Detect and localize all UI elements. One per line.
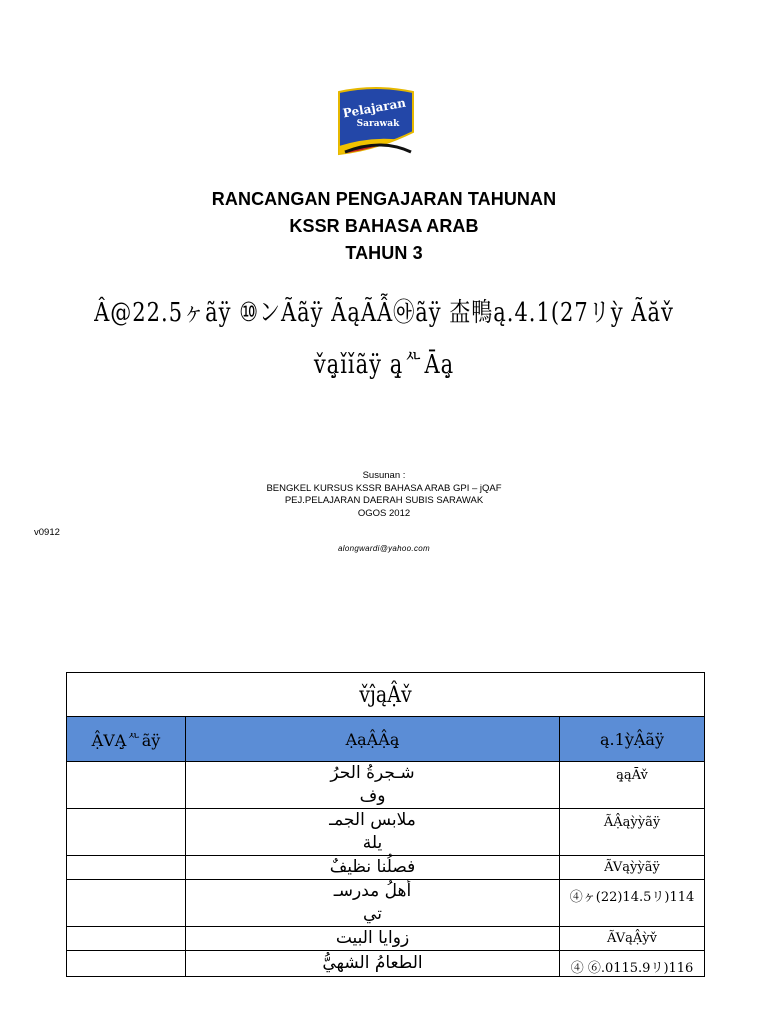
- table-row: [67, 927, 705, 951]
- row-week-cell: ④ヶ(22)14.5リ)114: [560, 880, 705, 927]
- topic-line: ملابس الجمـ: [329, 810, 416, 830]
- row-empty-cell: [67, 809, 186, 856]
- credits-office: PEJ.PELAJARAN DAERAH SUBIS SARAWAK: [284, 495, 484, 507]
- row-empty-cell: [67, 880, 186, 927]
- header-right: ą.1ỳẬãÿ: [560, 717, 705, 762]
- row-empty-cell: [67, 951, 186, 977]
- title-line-1: RANCANGAN PENGAJARAN TAHUNAN: [211, 189, 557, 209]
- topic-line: وف: [359, 786, 386, 806]
- table-caption: [67, 668, 705, 721]
- garbled-title-line-2: v̌ạ̧ǐǐãÿ ą̧ᄮĀạ̧: [313, 349, 455, 380]
- table-header-row: [67, 717, 705, 762]
- topic-line: تي: [363, 904, 382, 924]
- title-line-2: KSSR BAHASA ARAB: [289, 216, 479, 236]
- table-body: [67, 762, 705, 977]
- table-row: [67, 856, 705, 880]
- credits-block: [0, 470, 768, 520]
- row-topic-cell: [186, 856, 560, 880]
- document-title: [0, 186, 768, 267]
- row-topic-cell: [186, 809, 560, 856]
- row-topic-cell: [186, 880, 560, 927]
- title-line-3: TAHUN 3: [345, 243, 423, 263]
- credits-workshop: BENGKEL KURSUS KSSR BAHASA ARAB GPI – jQAF: [266, 482, 502, 494]
- row-week-cell: ÃẬąỳỳãÿ: [560, 809, 705, 856]
- table-caption-text: v̌ĵąẬv̌: [359, 681, 412, 708]
- row-topic-cell: [186, 951, 560, 977]
- row-empty-cell: [67, 856, 186, 880]
- row-week-cell: ÃVąẬỳv̌: [560, 927, 705, 951]
- row-week-cell: ÃVąỳỳãÿ: [560, 856, 705, 880]
- row-week-cell: ④ ⑥.0115.9リ)116: [560, 951, 705, 977]
- header-left: ẬVẠ̧ᄮãÿ: [67, 717, 186, 762]
- row-empty-cell: [67, 762, 186, 809]
- garbled-title-line-1: Â@22.5ヶãÿ ⑩ンÃãÿ ÃąÃẪ㉵ãÿ 㭗鴨ą.4.1(27リỳ Ãăv̌: [94, 297, 674, 328]
- credits-heading: Susunan :: [362, 470, 406, 481]
- logo-word-sarawak: Sarawak: [356, 119, 400, 129]
- topic-line: الطعامُ الشهيُّ: [322, 953, 423, 973]
- row-topic-cell: [186, 927, 560, 951]
- topic-line: شـجرةُ الحرُ: [330, 763, 415, 783]
- table-row: [67, 809, 705, 856]
- author-email: alongwardi@yahoo.com: [338, 544, 430, 553]
- pelajaran-sarawak-logo: [337, 86, 415, 160]
- table-row: [67, 762, 705, 809]
- table-row: [67, 880, 705, 927]
- topic-line: فصلُنا نظيفٌ: [329, 857, 416, 877]
- logo-word-pelajaran: Pelajaran: [341, 95, 407, 121]
- row-topic-cell: [186, 762, 560, 809]
- topic-line: زوايا البيت: [335, 928, 410, 948]
- row-week-cell: ą̧ąĀv̌: [560, 762, 705, 809]
- table-row: [67, 951, 705, 977]
- header-middle: ẠạẬẬą̧: [186, 717, 560, 762]
- version-label: v0912: [34, 527, 60, 538]
- yearly-plan-table: [66, 672, 705, 977]
- topic-line: يلة: [362, 833, 383, 853]
- topic-line: أهلُ مدرسـ: [333, 881, 412, 901]
- row-empty-cell: [67, 927, 186, 951]
- credits-date: OGOS 2012: [357, 507, 411, 519]
